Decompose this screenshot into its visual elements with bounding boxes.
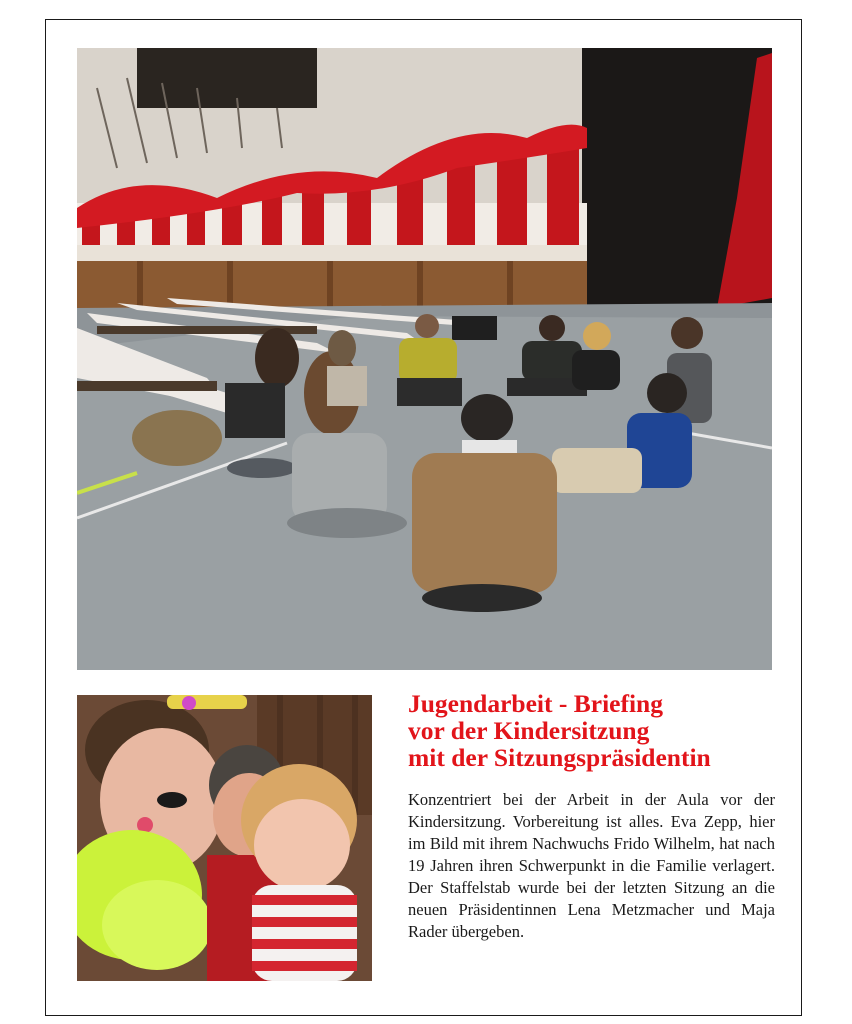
article-body: Konzentriert bei der Arbeit in der Aula vor der Kindersitzung. Vorbereitung ist alles. Eva Zepp, hier im Bild mit ihrem Nachwuchs Frido Wilhelm, hat nach 19 Jahren ihren Schwerpunkt in die Familie verlagert. Der Staffelstab wurde bei der letzten Sitzung an die neuen Präsidentinnen Lena Metzmacher und Maja Rader übergeben. xyxy=(408,790,775,941)
article-headline xyxy=(408,690,778,771)
headline-line-2: vor der Kindersitzung xyxy=(408,716,650,745)
hall-briefing-photo xyxy=(77,48,772,670)
headline-line-3: mit der Sitzungspräsidentin xyxy=(408,743,711,772)
headline-line-1: Jugendarbeit - Briefing xyxy=(408,689,663,718)
family-photo xyxy=(77,695,372,981)
